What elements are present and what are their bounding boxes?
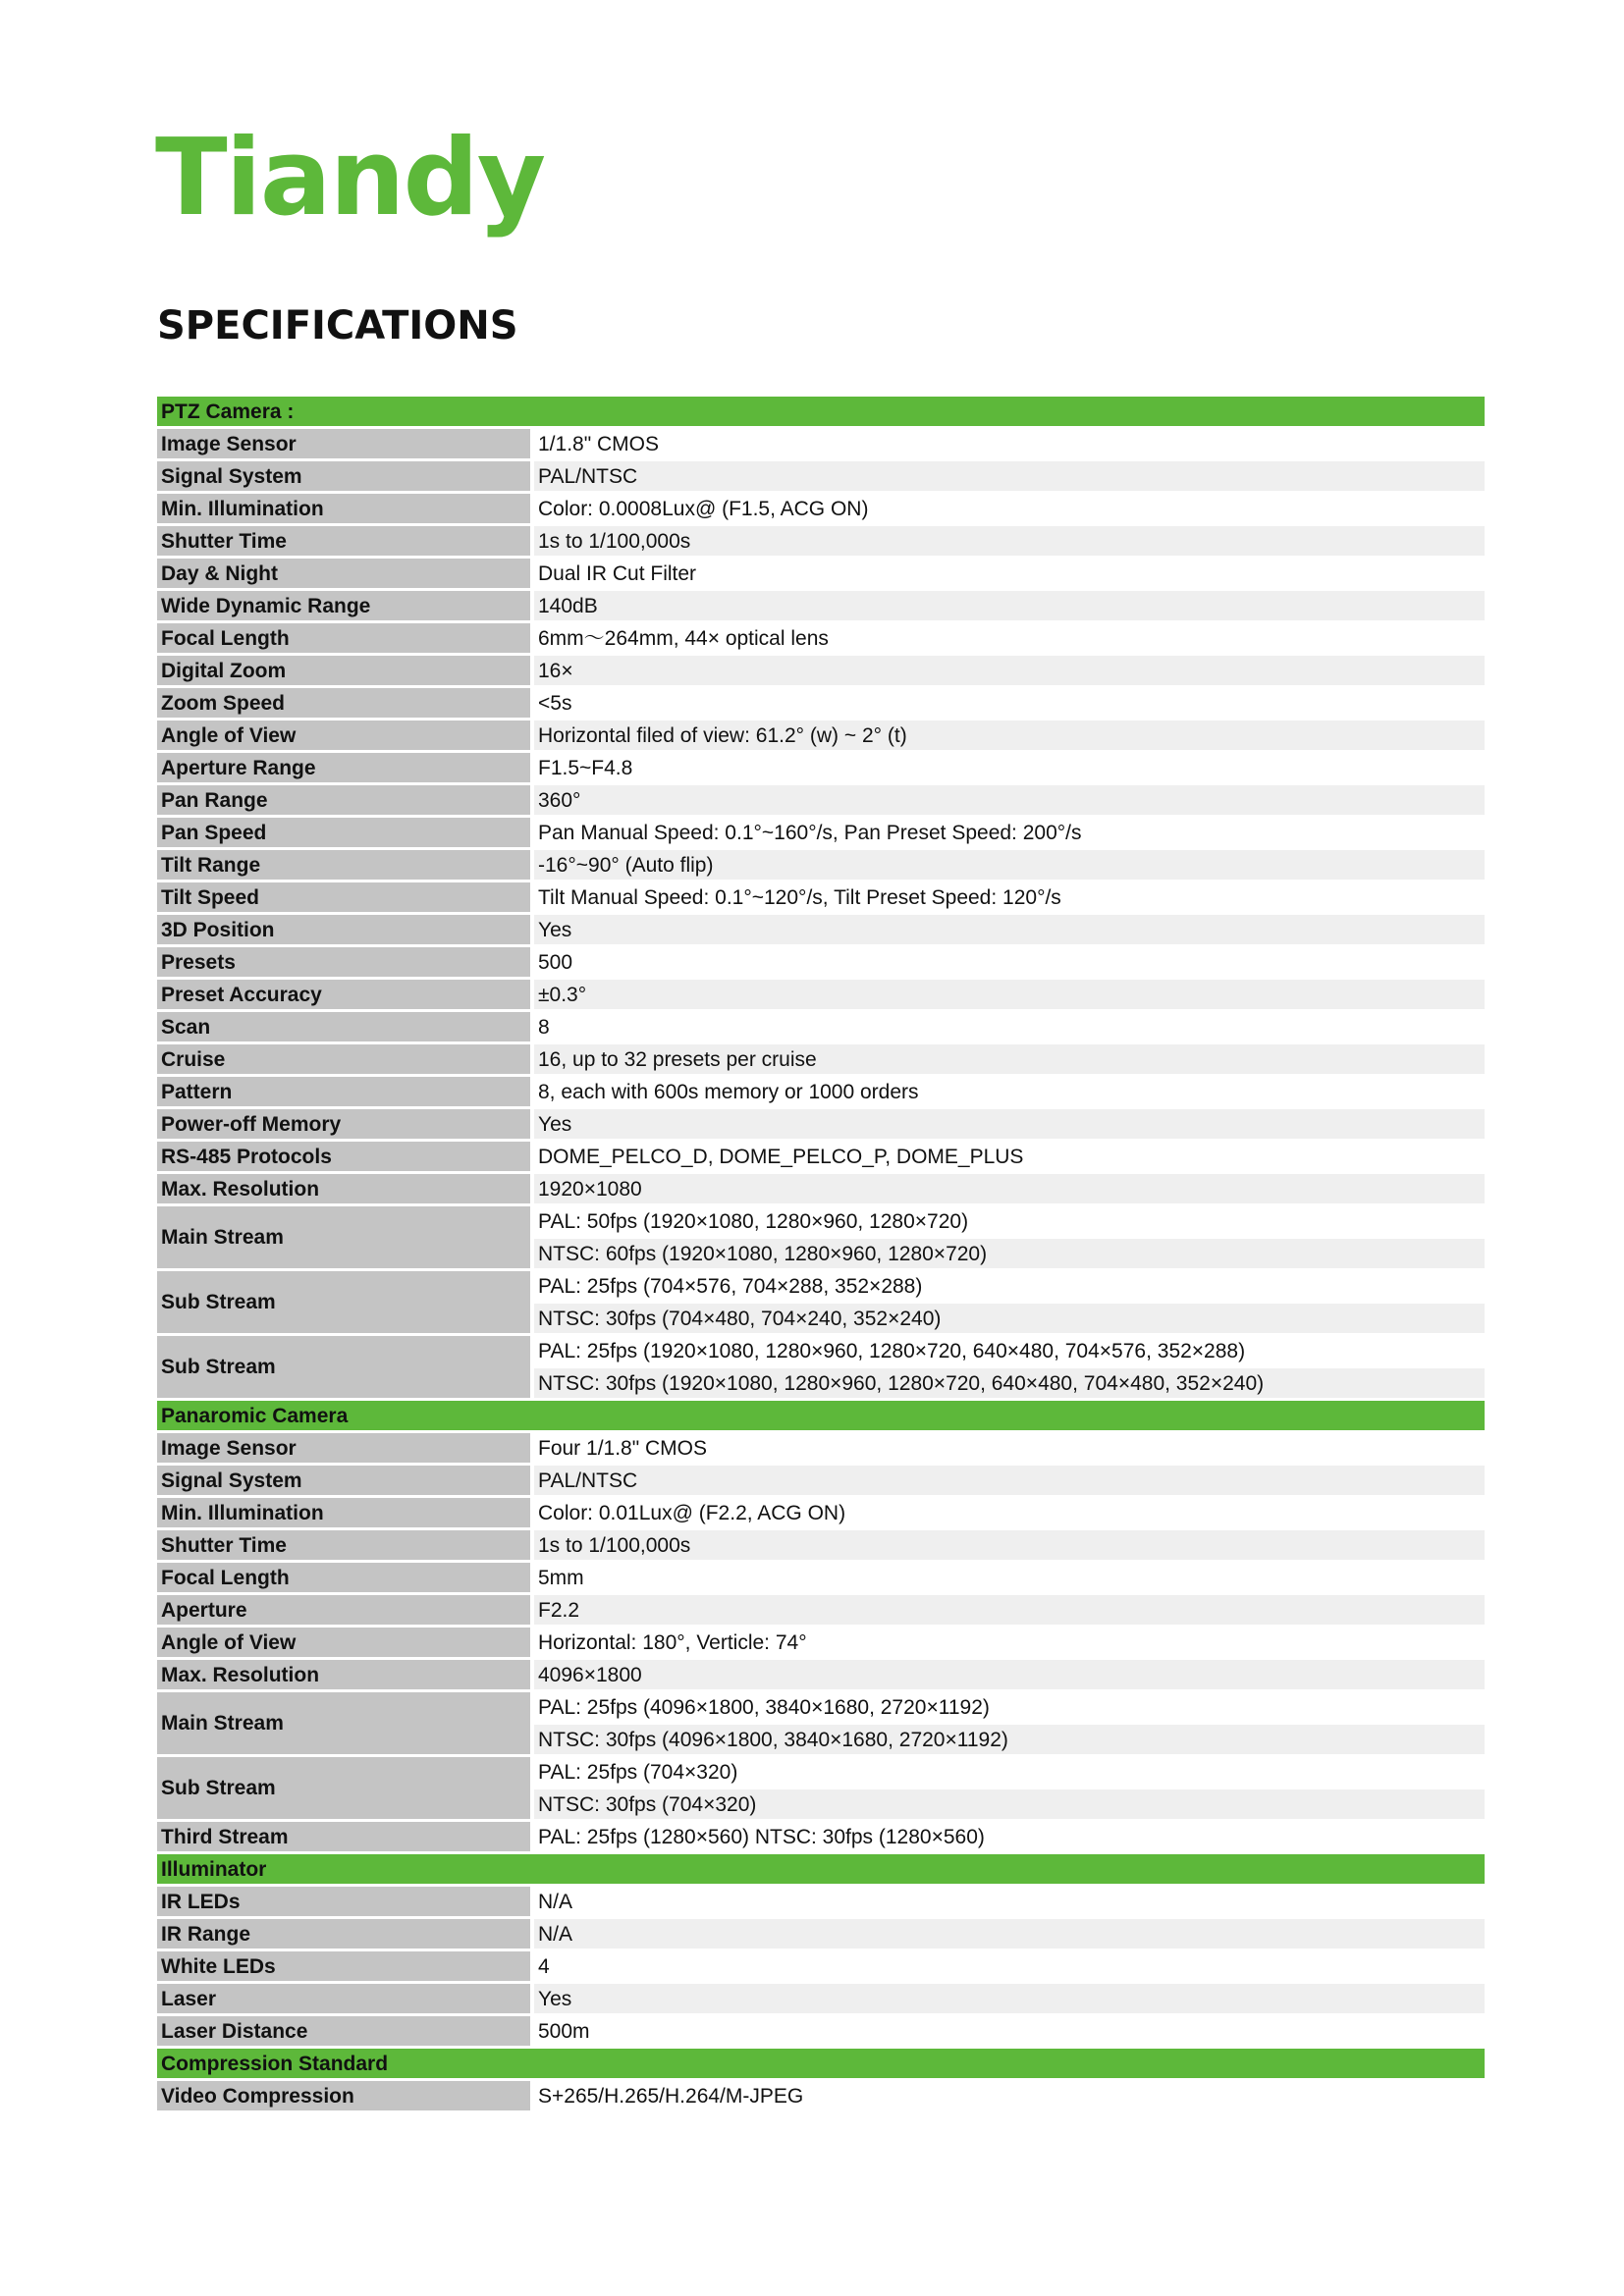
spec-value: 16×: [532, 655, 1485, 687]
spec-label: Focal Length: [157, 622, 532, 655]
section-header: [157, 1853, 1485, 1886]
spec-label: IR Range: [157, 1918, 532, 1950]
spec-row: [157, 1756, 1485, 1789]
spec-row: [157, 1465, 1485, 1497]
spec-value: PAL/NTSC: [532, 1465, 1485, 1497]
spec-label: Min. Illumination: [157, 1497, 532, 1529]
spec-label: Pan Range: [157, 784, 532, 817]
spec-row: [157, 460, 1485, 493]
spec-row: [157, 752, 1485, 784]
spec-value: 360°: [532, 784, 1485, 817]
spec-row: [157, 1335, 1485, 1367]
spec-label: Sub Stream: [157, 1756, 532, 1821]
spec-label: Sub Stream: [157, 1270, 532, 1335]
spec-row: [157, 1141, 1485, 1173]
spec-value: PAL/NTSC: [532, 460, 1485, 493]
spec-row: [157, 1108, 1485, 1141]
spec-label: Tilt Range: [157, 849, 532, 881]
spec-label: Max. Resolution: [157, 1173, 532, 1205]
spec-value: PAL: 25fps (1920×1080, 1280×960, 1280×720, 640×480, 704×576, 352×288): [532, 1335, 1485, 1367]
spec-label: Shutter Time: [157, 525, 532, 558]
spec-row: [157, 1432, 1485, 1465]
spec-value: PAL: 25fps (1280×560) NTSC: 30fps (1280×560): [532, 1821, 1485, 1853]
spec-value: Yes: [532, 1108, 1485, 1141]
spec-value: 4: [532, 1950, 1485, 1983]
spec-value: NTSC: 30fps (704×480, 704×240, 352×240): [532, 1303, 1485, 1335]
spec-value: Color: 0.0008Lux@ (F1.5, ACG ON): [532, 493, 1485, 525]
spec-value: 140dB: [532, 590, 1485, 622]
spec-value: NTSC: 30fps (704×320): [532, 1789, 1485, 1821]
spec-value: PAL: 25fps (704×320): [532, 1756, 1485, 1789]
spec-row: [157, 590, 1485, 622]
spec-value: Dual IR Cut Filter: [532, 558, 1485, 590]
spec-label: Pan Speed: [157, 817, 532, 849]
spec-label: Third Stream: [157, 1821, 532, 1853]
spec-row: [157, 1886, 1485, 1918]
spec-label: Signal System: [157, 1465, 532, 1497]
spec-row: [157, 1011, 1485, 1043]
spec-row: [157, 1691, 1485, 1724]
spec-row: [157, 1659, 1485, 1691]
spec-value: 8: [532, 1011, 1485, 1043]
spec-value: Tilt Manual Speed: 0.1°~120°/s, Tilt Preset Speed: 120°/s: [532, 881, 1485, 914]
spec-value: N/A: [532, 1918, 1485, 1950]
spec-value: PAL: 50fps (1920×1080, 1280×960, 1280×720): [532, 1205, 1485, 1238]
spec-label: Digital Zoom: [157, 655, 532, 687]
spec-table: [157, 397, 1485, 2113]
spec-label: Shutter Time: [157, 1529, 532, 1562]
spec-row: [157, 1594, 1485, 1627]
spec-row: [157, 428, 1485, 460]
spec-row: [157, 622, 1485, 655]
spec-value: N/A: [532, 1886, 1485, 1918]
spec-label: Main Stream: [157, 1691, 532, 1756]
spec-label: Aperture: [157, 1594, 532, 1627]
section-header: [157, 2048, 1485, 2080]
spec-label: Signal System: [157, 460, 532, 493]
spec-label: Video Compression: [157, 2080, 532, 2112]
spec-row: [157, 1562, 1485, 1594]
spec-label: Laser: [157, 1983, 532, 2015]
spec-row: [157, 881, 1485, 914]
section-fill: [532, 1853, 1485, 1886]
spec-label: Angle of View: [157, 1627, 532, 1659]
section-header: [157, 397, 1485, 428]
spec-row: [157, 2015, 1485, 2048]
spec-row: [157, 817, 1485, 849]
section-title: Compression Standard: [157, 2048, 532, 2080]
spec-label: Image Sensor: [157, 428, 532, 460]
section-header: [157, 1400, 1485, 1432]
spec-label: Tilt Speed: [157, 881, 532, 914]
spec-value: Four 1/1.8" CMOS: [532, 1432, 1485, 1465]
spec-row: [157, 979, 1485, 1011]
spec-label: White LEDs: [157, 1950, 532, 1983]
spec-label: RS-485 Protocols: [157, 1141, 532, 1173]
spec-value: 16, up to 32 presets per cruise: [532, 1043, 1485, 1076]
spec-row: [157, 1821, 1485, 1853]
spec-row: [157, 1270, 1485, 1303]
spec-value: Horizontal filed of view: 61.2° (w) ~ 2° (t): [532, 720, 1485, 752]
spec-value: -16°~90° (Auto flip): [532, 849, 1485, 881]
spec-value: 1/1.8" CMOS: [532, 428, 1485, 460]
spec-label: Angle of View: [157, 720, 532, 752]
spec-label: Preset Accuracy: [157, 979, 532, 1011]
spec-row: [157, 493, 1485, 525]
spec-value: Horizontal: 180°, Verticle: 74°: [532, 1627, 1485, 1659]
spec-row: [157, 1173, 1485, 1205]
spec-label: Pattern: [157, 1076, 532, 1108]
spec-label: Aperture Range: [157, 752, 532, 784]
spec-value: F2.2: [532, 1594, 1485, 1627]
spec-value: NTSC: 60fps (1920×1080, 1280×960, 1280×720): [532, 1238, 1485, 1270]
section-fill: [532, 1400, 1485, 1432]
section-title: Panaromic Camera: [157, 1400, 532, 1432]
spec-value: PAL: 25fps (4096×1800, 3840×1680, 2720×1192): [532, 1691, 1485, 1724]
spec-value: 8, each with 600s memory or 1000 orders: [532, 1076, 1485, 1108]
spec-label: Zoom Speed: [157, 687, 532, 720]
spec-label: Sub Stream: [157, 1335, 532, 1400]
spec-value: 1s to 1/100,000s: [532, 1529, 1485, 1562]
section-fill: [532, 2048, 1485, 2080]
spec-row: [157, 1627, 1485, 1659]
spec-label: Laser Distance: [157, 2015, 532, 2048]
spec-value: Yes: [532, 1983, 1485, 2015]
spec-label: Image Sensor: [157, 1432, 532, 1465]
spec-value: Pan Manual Speed: 0.1°~160°/s, Pan Preset Speed: 200°/s: [532, 817, 1485, 849]
spec-value: <5s: [532, 687, 1485, 720]
spec-label: Wide Dynamic Range: [157, 590, 532, 622]
spec-value: Color: 0.01Lux@ (F2.2, ACG ON): [532, 1497, 1485, 1529]
spec-label: 3D Position: [157, 914, 532, 946]
spec-row: [157, 1950, 1485, 1983]
spec-label: Day & Night: [157, 558, 532, 590]
spec-row: [157, 946, 1485, 979]
spec-row: [157, 2080, 1485, 2112]
spec-value: DOME_PELCO_D, DOME_PELCO_P, DOME_PLUS: [532, 1141, 1485, 1173]
spec-label: IR LEDs: [157, 1886, 532, 1918]
spec-row: [157, 1043, 1485, 1076]
spec-row: [157, 784, 1485, 817]
spec-row: [157, 1918, 1485, 1950]
spec-value: 6mm～264mm, 44× optical lens: [532, 622, 1485, 655]
spec-value: 1920×1080: [532, 1173, 1485, 1205]
spec-label: Scan: [157, 1011, 532, 1043]
brand-logo: Tiandy: [155, 117, 545, 240]
spec-row: [157, 655, 1485, 687]
spec-value: S+265/H.265/H.264/M-JPEG: [532, 2080, 1485, 2112]
spec-row: [157, 1529, 1485, 1562]
spec-row: [157, 1983, 1485, 2015]
spec-label: Min. Illumination: [157, 493, 532, 525]
page-title: SPECIFICATIONS: [157, 303, 518, 348]
spec-value: NTSC: 30fps (1920×1080, 1280×960, 1280×720, 640×480, 704×480, 352×240): [532, 1367, 1485, 1400]
spec-row: [157, 687, 1485, 720]
spec-row: [157, 849, 1485, 881]
spec-row: [157, 720, 1485, 752]
spec-value: 4096×1800: [532, 1659, 1485, 1691]
spec-row: [157, 1205, 1485, 1238]
spec-label: Max. Resolution: [157, 1659, 532, 1691]
spec-value: F1.5~F4.8: [532, 752, 1485, 784]
spec-row: [157, 558, 1485, 590]
spec-value: Yes: [532, 914, 1485, 946]
spec-value: 5mm: [532, 1562, 1485, 1594]
section-fill: [532, 397, 1485, 428]
spec-label: Power-off Memory: [157, 1108, 532, 1141]
spec-label: Cruise: [157, 1043, 532, 1076]
spec-label: Focal Length: [157, 1562, 532, 1594]
spec-value: 500m: [532, 2015, 1485, 2048]
section-title: Illuminator: [157, 1853, 532, 1886]
spec-label: Main Stream: [157, 1205, 532, 1270]
spec-value: ±0.3°: [532, 979, 1485, 1011]
spec-value: PAL: 25fps (704×576, 704×288, 352×288): [532, 1270, 1485, 1303]
spec-value: 1s to 1/100,000s: [532, 525, 1485, 558]
spec-row: [157, 914, 1485, 946]
spec-value: NTSC: 30fps (4096×1800, 3840×1680, 2720×1192): [532, 1724, 1485, 1756]
spec-label: Presets: [157, 946, 532, 979]
spec-row: [157, 1076, 1485, 1108]
spec-row: [157, 525, 1485, 558]
section-title: PTZ Camera :: [157, 397, 532, 428]
spec-value: 500: [532, 946, 1485, 979]
spec-row: [157, 1497, 1485, 1529]
